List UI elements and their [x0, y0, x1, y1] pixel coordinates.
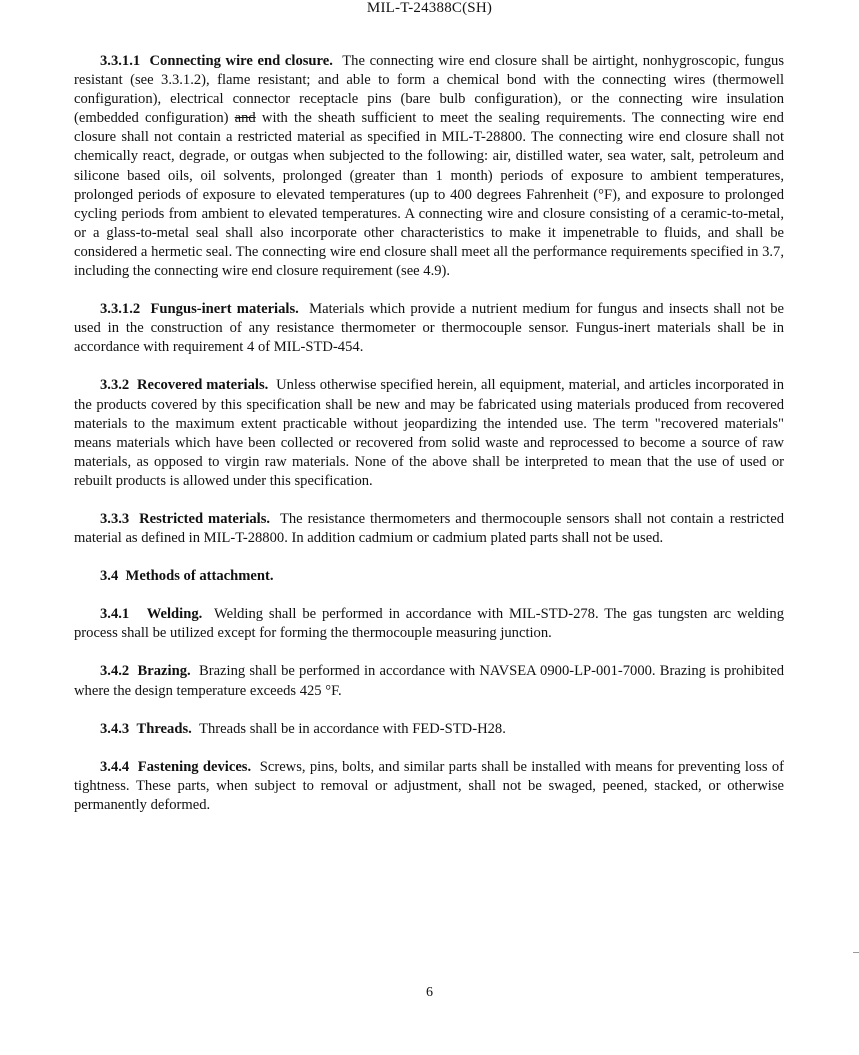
section-3-3-1-2 — [74, 300, 784, 357]
section-text: The connecting wire end closure shall be airtight, nonhygroscopic, fungus resistant (see 3.3.1.2), flame resistant; and able to form a chemical bond with the connecting wires (thermowell configuration), electrical connector receptacle pins (bare bulb configuration), or the connecting wire insulation (embedded configuration) — [74, 53, 785, 127]
section-number: 3.3.1.2 — [100, 301, 141, 318]
section-text: Welding shall be performed in accordance with MIL-STD-278. The gas tungsten arc welding process shall be utilized except for forming the thermocouple measuring junction. — [74, 606, 785, 642]
section-number: 3.4.2 — [100, 663, 130, 680]
scan-edge-mark — [853, 952, 859, 953]
section-text-continued: with the sheath sufficient to meet the sealing requirements. The connecting wire end closure shall not contain a restricted material as specified in MIL-T-28800. The connecting wire end closure shall not chemically react, degrade, or outgas when subjected to the following: air, distilled water, sea water, salt, petroleum and silicone based oils, oil solvents, prolonged (greater than 1 month) periods of exposure to ambient temperatures, prolonged periods of exposure to elevated temperatures (up to 400 degrees Fahrenheit (°F), and exposure to prolonged cycling periods from ambient to elevated temperatures. A connecting wire and closure consisting of a ceramic-to-metal, or a glass-to-metal seal shall also incorporate other characteristics to make it impenetrable to fluids, and shall be considered a hermetic seal. The connecting wire end closure shall meet all the performance requirements specified in 3.7, including the connecting wire end closure requirement (see 4.9). — [74, 110, 784, 280]
section-number: 3.3.3 — [100, 510, 130, 527]
section-3-4-4 — [74, 758, 784, 815]
section-3-3-3 — [74, 510, 784, 548]
section-title: Threads. — [136, 720, 192, 737]
section-title: Welding. — [146, 606, 203, 623]
section-title: Restricted materials. — [139, 510, 271, 527]
document-id-header: MIL-T-24388C(SH) — [366, 0, 493, 16]
section-title: Recovered materials. — [137, 377, 269, 394]
section-number: 3.4.1 — [100, 606, 130, 623]
section-3-4-3 — [74, 720, 784, 739]
section-text: Unless otherwise specified herein, all equipment, material, and articles incorporated in the products covered by this specification shall be new and may be fabricated using materials produced from recovered materials to the maximum extent practicable without jeopardizing the intended use. The term "recovered materials" means materials which have been collected or recovered from solid waste and reprocessed to become a source of raw materials, as opposed to virgin raw materials. None of the above shall be interpreted to mean that the use of used or rebuilt products is allowed under this specification. — [74, 377, 784, 489]
section-3-3-1-1 — [74, 52, 784, 281]
section-text: Brazing shall be performed in accordance with NAVSEA 0900-LP-001-7000. Brazing is prohibited where the design temperature exceeds 425 °F. — [74, 663, 785, 699]
section-text: Threads shall be in accordance with FED-STD-H28. — [199, 720, 506, 737]
section-number: 3.3.1.1 — [100, 53, 141, 69]
page-number: 6 — [426, 985, 433, 1000]
section-3-3-2 — [74, 376, 784, 491]
section-title: Fastening devices. — [137, 758, 252, 775]
section-number: 3.4.4 — [100, 758, 130, 775]
section-title: Fungus-inert materials. — [150, 301, 299, 318]
section-3-4 — [74, 567, 784, 586]
section-text: Screws, pins, bolts, and similar parts shall be installed with means for preventing loss of tightness. These parts, when subject to removal or adjustment, shall not be swaged, peened, stacked, or otherwise permanently deformed. — [74, 758, 785, 813]
section-text: Materials which provide a nutrient medium for fungus and insects shall not be used in the construction of any resistance thermometer or thermocouple sensor. Fungus-inert materials shall be in accordance with requirement 4 of MIL-STD-454. — [74, 301, 784, 356]
struck-text: and — [234, 110, 256, 127]
section-title: Connecting wire end closure. — [149, 53, 333, 69]
section-title: Methods of attachment. — [125, 568, 274, 585]
section-title: Brazing. — [137, 663, 191, 680]
document-body — [74, 52, 784, 834]
section-3-4-1 — [74, 605, 784, 643]
section-number: 3.4 — [100, 568, 119, 585]
section-number: 3.4.3 — [100, 720, 130, 737]
section-text: The resistance thermometers and thermocouple sensors shall not contain a restricted material as defined in MIL-T-28800. In addition cadmium or cadmium plated parts shall not be used. — [74, 510, 785, 547]
section-3-4-2 — [74, 662, 784, 700]
section-number: 3.3.2 — [100, 377, 130, 394]
